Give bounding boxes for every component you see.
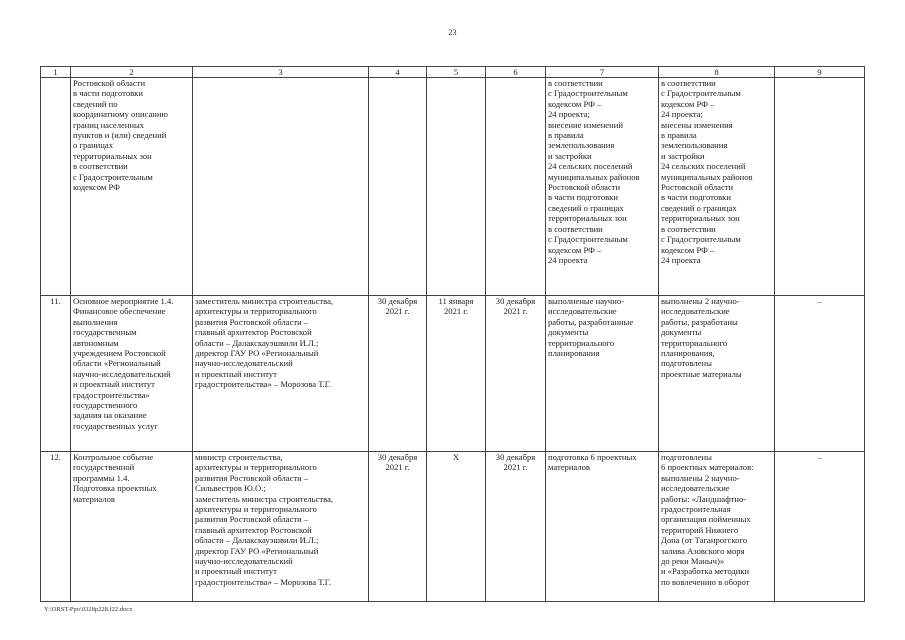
header-cell: 2 <box>71 67 193 78</box>
header-cell: 6 <box>486 67 546 78</box>
responsible-cell: министр строительства, архитектуры и территориального развития Ростовской области – Сильвестров Ю.О.; заместитель министра строительства, архитектуры и территориального развития Ростовской области – главный архитектор Ростовской области – Далакскауэшвили И.Л.; директор ГАУ РО «Региональный научно-исследовательский и проектный институт градостроительства» – Морозова Т.Г. <box>193 452 369 602</box>
event-name-cell: Ростовской области в части подготовки сведений по координатному описанию границ населенных пунктов и (или) сведений о границах территориальных зон в соответствии с Градостроительным кодексом РФ <box>71 78 193 296</box>
end-date-cell: 30 декабря 2021 г. <box>486 452 546 602</box>
header-cell: 7 <box>546 67 659 78</box>
page-number: 23 <box>448 28 457 37</box>
responsible-cell <box>193 78 369 296</box>
end-date-cell: 30 декабря 2021 г. <box>486 296 546 452</box>
planned-result-cell: в соответствии с Градостроительным кодексом РФ – 24 проекта; внесение изменений в правила землепользования и застройки 24 сельских поселений муниципальных районов Ростовской области в части подготовки сведений о границах территориальных зон в соответствии с Градостроительным кодексом РФ – 24 проекта <box>546 78 659 296</box>
notes-cell: – <box>775 452 865 602</box>
planned-result-cell: подготовка 6 проектных материалов <box>546 452 659 602</box>
header-cell: 5 <box>427 67 486 78</box>
start-date-cell: X <box>427 452 486 602</box>
end-date-cell <box>486 78 546 296</box>
file-path-footer: Y:\ORST-Ppo\0328p228.f22.docx <box>44 606 133 613</box>
table-row <box>41 452 865 602</box>
header-cell: 1 <box>41 67 71 78</box>
header-row <box>41 67 865 78</box>
row-number-cell <box>41 78 71 296</box>
plan-date-cell: 30 декабря 2021 г. <box>369 452 427 602</box>
event-name-cell: Контрольное событие государственной программы 1.4. Подготовка проектных материалов <box>71 452 193 602</box>
planned-result-cell: выполненые научно- исследовательские работы, разработанные документы территориального планирования <box>546 296 659 452</box>
actual-result-cell: в соответствии с Градостроительным кодексом РФ – 24 проекта; внесены изменения в правила землепользования и застройки 24 сельских поселений муниципальных районов Ростовской области в части подготовки сведений о границах территориальных зон в соответствии с Градостроительным кодексом РФ – 24 проекта <box>659 78 775 296</box>
header-cell: 3 <box>193 67 369 78</box>
responsible-cell: заместитель министра строительства, архитектуры и территориального развития Ростовской области – главный архитектор Ростовской области – Далакскауэшвили И.Л.; директор ГАУ РО «Региональный научно-исследовательский и проектный институт градостроительства» – Морозова Т.Г. <box>193 296 369 452</box>
program-table <box>40 66 865 602</box>
table-row <box>41 296 865 452</box>
row-number-cell: 11. <box>41 296 71 452</box>
header-cell: 8 <box>659 67 775 78</box>
plan-date-cell <box>369 78 427 296</box>
event-name-cell: Основное мероприятие 1.4. Финансовое обеспечение выполнения государственным автономным учреждением Ростовской области «Региональный научно-исследовательский и проектный институт градостроительства» государственного задания на оказание государственных услуг <box>71 296 193 452</box>
plan-date-cell: 30 декабря 2021 г. <box>369 296 427 452</box>
start-date-cell: 11 января 2021 г. <box>427 296 486 452</box>
notes-cell: – <box>775 296 865 452</box>
actual-result-cell: выполнены 2 научно- исследовательские работы, разработаны документы территориального планирования, подготовлены проектные материалы <box>659 296 775 452</box>
notes-cell <box>775 78 865 296</box>
header-cell: 4 <box>369 67 427 78</box>
table-row-continued <box>41 78 865 296</box>
actual-result-cell: подготовлены 6 проектных материалов: выполнены 2 научно- исследовательские работы: «Ландшафтно- градостроительная организация пойменных территорий Нижнего Дона (от Таганрогского залива Азовского моря до реки Маныч)» и «Разработка методики по вовлечению в оборот <box>659 452 775 602</box>
start-date-cell <box>427 78 486 296</box>
header-cell: 9 <box>775 67 865 78</box>
row-number-cell: 12. <box>41 452 71 602</box>
